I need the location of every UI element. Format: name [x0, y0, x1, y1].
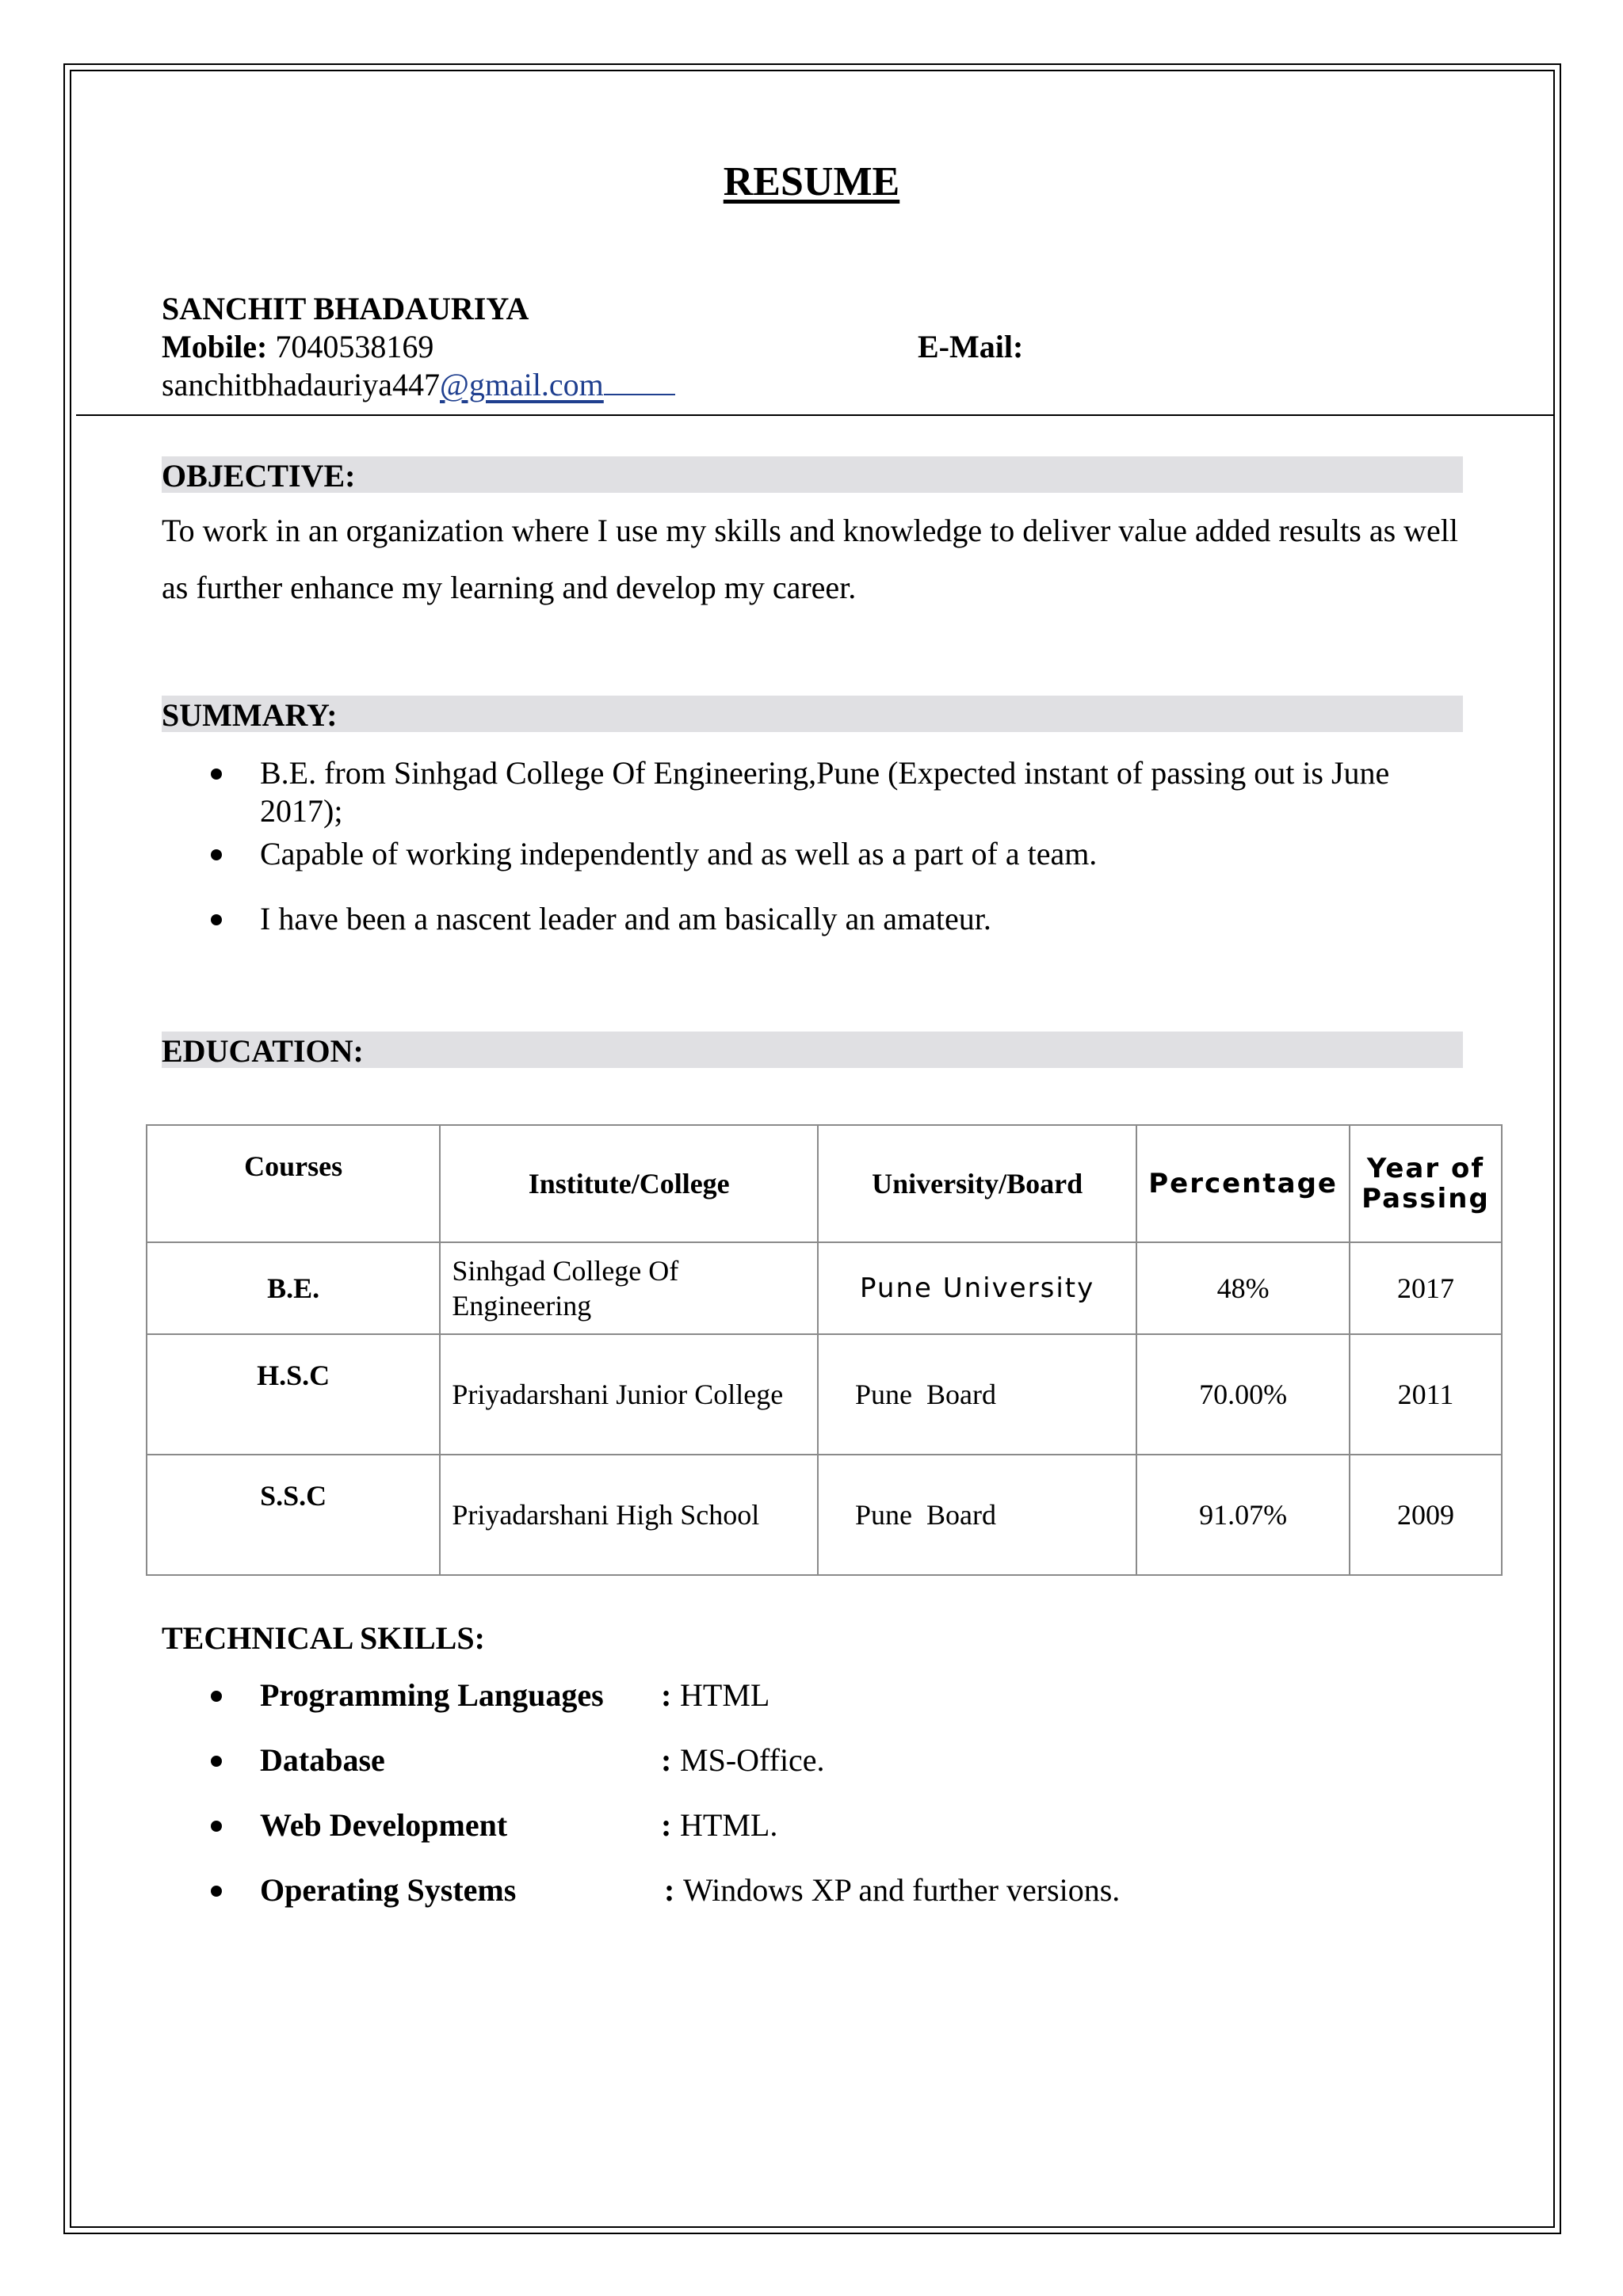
skill-value: HTML — [680, 1677, 770, 1713]
bullet-icon — [211, 914, 222, 925]
skill-value: MS-Office. — [680, 1742, 825, 1778]
summary-item-text: I have been a nascent leader and am basically an amateur. — [260, 901, 991, 936]
email-label: E-Mail: — [918, 329, 1024, 364]
objective-text: To work in an organization where I use my skills and knowledge to deliver value added results as well as further enhance my learning and develop my career. — [162, 513, 1459, 605]
summary-item — [162, 835, 1477, 873]
cell-percentage: 70.00% — [1136, 1334, 1350, 1455]
cell-year: 2017 — [1350, 1242, 1502, 1334]
mobile-number: 7040538169 — [275, 329, 434, 364]
summary-item-text: Capable of working independently and as well as a part of a team. — [260, 836, 1098, 871]
objective-heading: OBJECTIVE: — [162, 456, 1463, 493]
header-divider — [76, 414, 1555, 416]
col-header-year: Year of Passing — [1350, 1125, 1502, 1242]
mobile-line — [162, 331, 433, 363]
candidate-name: SANCHIT BHADAURIYA — [162, 291, 529, 326]
cell-year: 2009 — [1350, 1455, 1502, 1575]
bullet-icon — [211, 1691, 222, 1702]
table-row — [147, 1334, 1502, 1455]
skill-value: Windows XP and further versions. — [683, 1872, 1121, 1908]
summary-item — [162, 900, 1477, 938]
cell-institute: Sinhgad College Of Engineering — [440, 1242, 818, 1334]
email-domain-link[interactable]: @gmail.com — [440, 367, 604, 402]
table-row — [147, 1242, 1502, 1334]
skill-label: Operating Systems — [260, 1872, 517, 1908]
bullet-icon — [211, 1821, 222, 1832]
summary-list — [162, 754, 1477, 938]
skill-label: Web Development — [260, 1807, 508, 1843]
skill-label: Programming Languages — [260, 1677, 604, 1713]
summary-heading: SUMMARY: — [162, 696, 1463, 732]
bullet-icon — [211, 849, 222, 860]
education-table — [146, 1124, 1503, 1576]
bullet-icon — [211, 769, 222, 780]
cell-board: Pune Board — [818, 1455, 1136, 1575]
col-header-institute: Institute/College — [440, 1125, 818, 1242]
summary-item — [162, 754, 1477, 830]
table-header-row — [147, 1125, 1502, 1242]
cell-board: Pune University — [818, 1242, 1136, 1334]
skill-colon: : — [661, 1742, 672, 1778]
mobile-label: Mobile: — [162, 329, 268, 364]
table-row — [147, 1455, 1502, 1575]
skill-colon: : — [661, 1807, 672, 1843]
education-heading: EDUCATION: — [162, 1032, 1463, 1068]
email-user: sanchitbhadauriya447 — [162, 367, 440, 402]
bullet-icon — [211, 1756, 222, 1767]
skill-colon: : — [664, 1872, 675, 1908]
cell-course: B.E. — [147, 1242, 440, 1334]
cell-percentage: 48% — [1136, 1242, 1350, 1334]
skills-heading: TECHNICAL SKILLS: — [162, 1620, 485, 1656]
col-header-university: University/Board — [818, 1125, 1136, 1242]
skill-label: Database — [260, 1742, 385, 1778]
email-underline-trail — [604, 370, 675, 395]
email-address[interactable] — [162, 369, 675, 401]
cell-board: Pune Board — [818, 1334, 1136, 1455]
cell-year: 2011 — [1350, 1334, 1502, 1455]
cell-percentage: 91.07% — [1136, 1455, 1350, 1575]
bullet-icon — [211, 1886, 222, 1897]
col-header-courses: Courses — [147, 1125, 440, 1242]
cell-course: S.S.C — [147, 1455, 440, 1575]
cell-institute: Priyadarshani High School — [440, 1455, 818, 1575]
skill-colon: : — [661, 1677, 672, 1713]
cell-institute: Priyadarshani Junior College — [440, 1334, 818, 1455]
col-header-percentage: Percentage — [1136, 1125, 1350, 1242]
skill-value: HTML. — [680, 1807, 778, 1843]
cell-course: H.S.C — [147, 1334, 440, 1455]
resume-title: RESUME — [723, 159, 900, 204]
summary-item-text: B.E. from Sinhgad College Of Engineering,Pune (Expected instant of passing out is June 2017); — [260, 755, 1390, 829]
